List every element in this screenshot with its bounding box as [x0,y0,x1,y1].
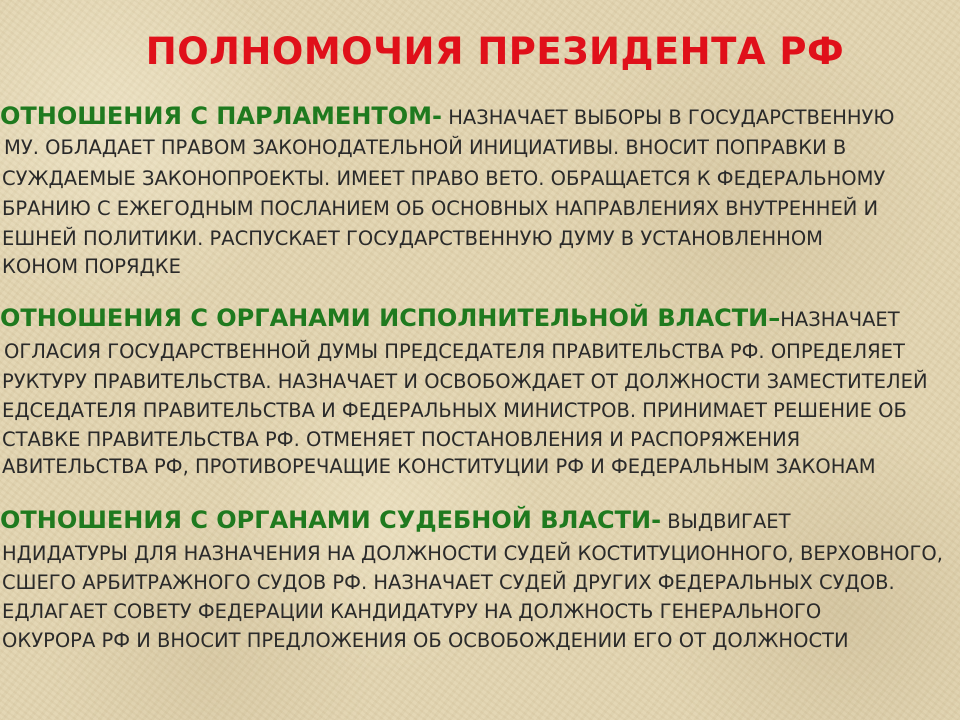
section-line: ЕДЛАГАЕТ СОВЕТУ ФЕДЕРАЦИИ КАНДИДАТУРУ НА ДОЛЖНОСТЬ ГЕНЕРАЛЬНОГО [2,600,822,623]
section-heading: ОТНОШЕНИЯ С ПАРЛАМЕНТОМ- [0,102,443,130]
section-first-line-text: НАЗНАЧАЕТ ВЫБОРЫ В ГОСУДАРСТВЕННУЮ [442,106,895,129]
section-first-line [0,508,791,534]
section-heading: ОТНОШЕНИЯ С ОРГАНАМИ ИСПОЛНИТЕЛЬНОЙ ВЛАСТИ– [0,304,781,332]
section-heading: ОТНОШЕНИЯ С ОРГАНАМИ СУДЕБНОЙ ВЛАСТИ- [0,506,662,534]
section-first-line [0,104,894,130]
section-line: ОКУРОРА РФ И ВНОСИТ ПРЕДЛОЖЕНИЯ ОБ ОСВОБОЖДЕНИИ ЕГО ОТ ДОЛЖНОСТИ [2,629,849,652]
section-line: ЕШНЕЙ ПОЛИТИКИ. РАСПУСКАЕТ ГОСУДАРСТВЕННУЮ ДУМУ В УСТАНОВЛЕННОМ [2,227,823,250]
section-line: АВИТЕЛЬСТВА РФ, ПРОТИВОРЕЧАЩИЕ КОНСТИТУЦИИ РФ И ФЕДЕРАЛЬНЫМ ЗАКОНАМ [2,455,876,478]
section-line: ЕДСЕДАТЕЛЯ ПРАВИТЕЛЬСТВА И ФЕДЕРАЛЬНЫХ МИНИСТРОВ. ПРИНИМАЕТ РЕШЕНИЕ ОБ [2,399,907,422]
section-first-line-text: ВЫДВИГАЕТ [661,510,791,533]
section-line: РУКТУРУ ПРАВИТЕЛЬСТВА. НАЗНАЧАЕТ И ОСВОБОЖДАЕТ ОТ ДОЛЖНОСТИ ЗАМЕСТИТЕЛЕЙ [2,370,928,393]
section-line: СУЖДАЕМЫЕ ЗАКОНОПРОЕКТЫ. ИМЕЕТ ПРАВО ВЕТО. ОБРАЩАЕТСЯ К ФЕДЕРАЛЬНОМУ [2,167,886,190]
section-line: СШЕГО АРБИТРАЖНОГО СУДОВ РФ. НАЗНАЧАЕТ СУДЕЙ ДРУГИХ ФЕДЕРАЛЬНЫХ СУДОВ. [2,571,895,594]
section-line: КОНОМ ПОРЯДКЕ [2,255,181,278]
section-line: ОГЛАСИЯ ГОСУДАРСТВЕННОЙ ДУМЫ ПРЕДСЕДАТЕЛЯ ПРАВИТЕЛЬСТВА РФ. ОПРЕДЕЛЯЕТ [4,340,905,363]
section-first-line [0,306,900,332]
section-line: НДИДАТУРЫ ДЛЯ НАЗНАЧЕНИЯ НА ДОЛЖНОСТИ СУДЕЙ КОСТИТУЦИОННОГО, ВЕРХОВНОГО, [2,542,943,565]
slide-title: ПОЛНОМОЧИЯ ПРЕЗИДЕНТА РФ [145,30,845,73]
section-first-line-text: НАЗНАЧАЕТ [780,308,900,331]
section-line: МУ. ОБЛАДАЕТ ПРАВОМ ЗАКОНОДАТЕЛЬНОЙ ИНИЦИАТИВЫ. ВНОСИТ ПОПРАВКИ В [4,136,847,159]
section-line: БРАНИЮ С ЕЖЕГОДНЫМ ПОСЛАНИЕМ ОБ ОСНОВНЫХ НАПРАВЛЕНИЯХ ВНУТРЕННЕЙ И [2,197,879,220]
section-line: СТАВКЕ ПРАВИТЕЛЬСТВА РФ. ОТМЕНЯЕТ ПОСТАНОВЛЕНИЯ И РАСПОРЯЖЕНИЯ [2,428,801,451]
